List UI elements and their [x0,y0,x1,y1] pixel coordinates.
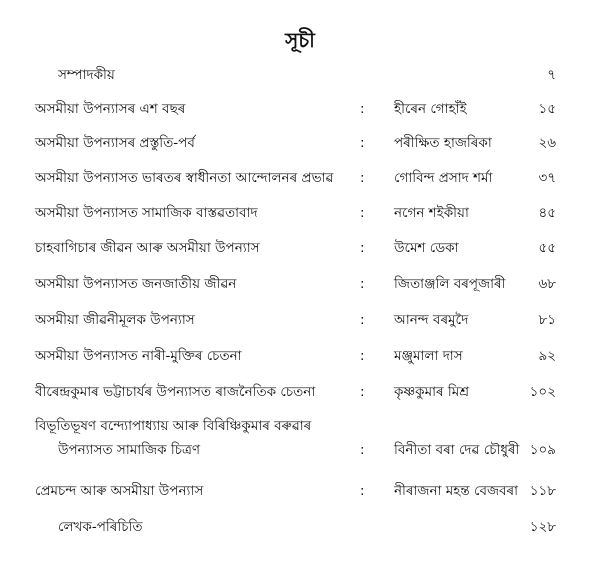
toc-entry-author: কৃষ্ণকুমাৰ মিশ্ৰ [394,384,470,400]
toc-entry-page: ৭ [547,67,556,83]
toc-entry-title: অসমীয়া উপন্যাসত জনজাতীয় জীৱন [35,276,237,292]
toc-entry-page: ১০৯ [529,442,556,458]
toc-entry-title: অসমীয়া জীৱনীমূলক উপন্যাস [35,312,195,328]
toc-entry-separator: : [360,101,365,117]
toc-entry-title: বীৰেন্দ্ৰকুমাৰ ভট্টাচাৰ্যৰ উপন্যাসত ৰাজনৈতিক চেতনা [35,384,316,400]
toc-entry-author: নগেন শইকীয়া [394,205,469,221]
toc-entry-separator: : [360,240,365,256]
toc-entry-title: অসমীয়া উপন্যাসত নাৰী-মুক্তিৰ চেতনা [35,348,242,364]
toc-entry-author: হীৰেন গোহাঁই [394,101,467,117]
toc-entry [0,236,600,260]
toc-entry-author: গোবিন্দ প্ৰসাদ শৰ্মা [394,170,493,186]
toc-entry-separator: : [360,483,365,499]
toc-entry-separator: : [360,312,365,328]
toc-entry-title: প্ৰেমচন্দ আৰু অসমীয়া উপন্যাস [35,483,204,499]
toc-entry [0,515,600,539]
toc-entry [0,131,600,155]
toc-entry-title: সম্পাদকীয় [58,67,115,83]
toc-entry-page: ১১৮ [529,483,556,499]
toc-entry-separator: : [360,170,365,186]
toc-entry-author: নীৰাজনা মহন্ত বেজবৰা [394,483,519,499]
toc-entry-page: ৬৮ [538,276,556,292]
toc-entry-separator: : [360,348,365,364]
toc-entry-title-line2: উপন্যাসত সামাজিক চিত্ৰণ [58,442,201,458]
toc-entry-author: আনন্দ বৰমুদৈ [394,312,469,328]
toc-entry-page: ৯২ [538,348,556,364]
toc-entry-page: ১০২ [529,384,556,400]
toc-entry-separator: : [360,276,365,292]
toc-entry-title: অসমীয়া উপন্যাসত ভাৰতৰ স্বাধীনতা আন্দোলনৰ প্ৰভাৱ [35,170,334,186]
toc-entry-page: ১৫ [538,101,556,117]
toc-entry [0,63,600,87]
toc-entry-page: ১২৮ [529,519,556,535]
toc-entry-page: ২৬ [538,135,556,151]
toc-entry-title-line1: বিভূতিভূষণ বন্দ্যোপাধ্যায় আৰু বিৰিঞ্চিকুমাৰ বৰুৱাৰ [35,418,312,434]
toc-entry [0,166,600,190]
toc-entry-separator: : [360,205,365,221]
toc-entry [0,272,600,296]
toc-entry-page: ৪৫ [538,205,556,221]
toc-entry-title: চাহবাগিচাৰ জীৱন আৰু অসমীয়া উপন্যাস [35,240,260,256]
toc-entry [0,97,600,121]
toc-entry-page: ৩৭ [538,170,556,186]
toc-entry-title: লেখক-পৰিচিতি [58,519,143,535]
toc-entry-title: অসমীয়া উপন্যাসৰ এশ বছৰ [35,101,186,117]
toc-entry-title: অসমীয়া উপন্যাসৰ প্ৰস্তুতি-পৰ্ব [35,135,195,151]
toc-entry-title: অসমীয়া উপন্যাসত সামাজিক বাস্তৱতাবাদ [35,205,258,221]
toc-entry-author: মঞ্জুমালা দাস [394,348,463,364]
toc-entry [0,414,600,462]
toc-entry [0,344,600,368]
toc-entry-page: ৮১ [538,312,556,328]
toc-entry-author: বিনীতা বৰা দেৱ চৌধুৰী [394,442,520,458]
toc-entry-author: জিতাঞ্জলি বৰপূজাৰী [394,276,506,292]
toc-entry-separator: : [360,442,365,458]
toc-entry-author: পৰীক্ষিত হাজৰিকা [394,135,492,151]
toc-entry-author: উমেশ ডেকা [394,240,459,256]
toc-entry [0,380,600,404]
toc-entry-page: ৫৫ [538,240,556,256]
toc-entry-separator: : [360,135,365,151]
page-title: সূচী [285,28,315,52]
toc-entry-separator: : [360,384,365,400]
toc-entry [0,479,600,503]
toc-entry [0,201,600,225]
toc-entry [0,308,600,332]
